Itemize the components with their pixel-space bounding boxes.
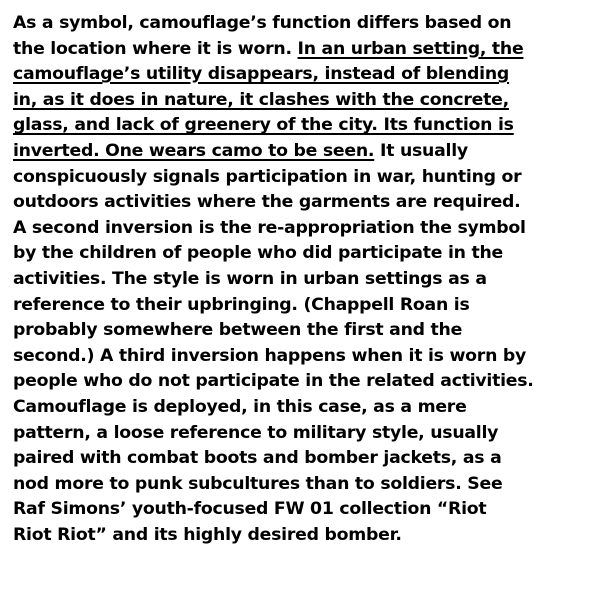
text-run: pattern, a loose reference to military style, usually — [13, 422, 499, 443]
text-run: Camouflage is deployed, in this case, as a mere — [13, 396, 467, 417]
text-line — [13, 241, 598, 267]
underlined-text-run: in, as it does in nature, it clashes with the concrete, — [13, 89, 509, 110]
text-run: the location where it is worn. — [13, 38, 298, 59]
text-line — [13, 344, 598, 370]
text-line — [13, 446, 598, 472]
text-run: Raf Simons’ youth-focused FW 01 collection “Riot — [13, 499, 487, 520]
text-line — [13, 293, 598, 319]
text-run: nod more to punk subcultures than to soldiers. See — [13, 473, 503, 494]
text-line — [13, 318, 598, 344]
text-line — [13, 421, 598, 447]
text-line — [13, 37, 598, 63]
underlined-text-run: In an urban setting, the — [297, 38, 524, 59]
underlined-text-run: camouflage’s utility disappears, instead of blending — [13, 64, 510, 85]
text-run: activities. The style is worn in urban settings as a — [13, 268, 487, 289]
text-line — [13, 497, 598, 523]
text-line — [13, 216, 598, 242]
underlined-text-run: inverted. One wears camo to be seen. — [13, 140, 375, 161]
text-line — [13, 62, 598, 88]
text-run: conspicuously signals participation in war, hunting or — [13, 166, 522, 187]
underlined-text-run: glass, and lack of greenery of the city. Its function is — [13, 115, 514, 136]
text-line — [13, 88, 598, 114]
text-line — [13, 395, 598, 421]
text-line — [13, 523, 598, 549]
text-line — [13, 190, 598, 216]
text-run: second.) A third inversion happens when it is worn by — [13, 345, 527, 366]
text-run: It usually — [380, 140, 468, 161]
text-line — [13, 11, 598, 37]
text-run: paired with combat boots and bomber jackets, as a — [13, 448, 502, 469]
text-run: people who do not participate in the related activities. — [13, 371, 534, 392]
text-line — [13, 139, 598, 165]
text-line — [13, 369, 598, 395]
text-run: A second inversion is the re-appropriation the symbol — [13, 217, 526, 238]
text-run: Riot Riot” and its highly desired bomber. — [13, 524, 402, 545]
text-line — [13, 113, 598, 139]
text-run: outdoors activities where the garments are required. — [13, 192, 521, 213]
text-line — [13, 267, 598, 293]
text-run: by the children of people who did participate in the — [13, 243, 503, 264]
text-run: probably somewhere between the first and the — [13, 320, 463, 341]
text-line — [13, 165, 598, 191]
text-run: As a symbol, camouflage’s function differs based on — [13, 13, 512, 33]
text-run: reference to their upbringing. (Chappell Roan is — [13, 294, 470, 315]
body-paragraph — [13, 11, 598, 548]
text-line — [13, 472, 598, 498]
